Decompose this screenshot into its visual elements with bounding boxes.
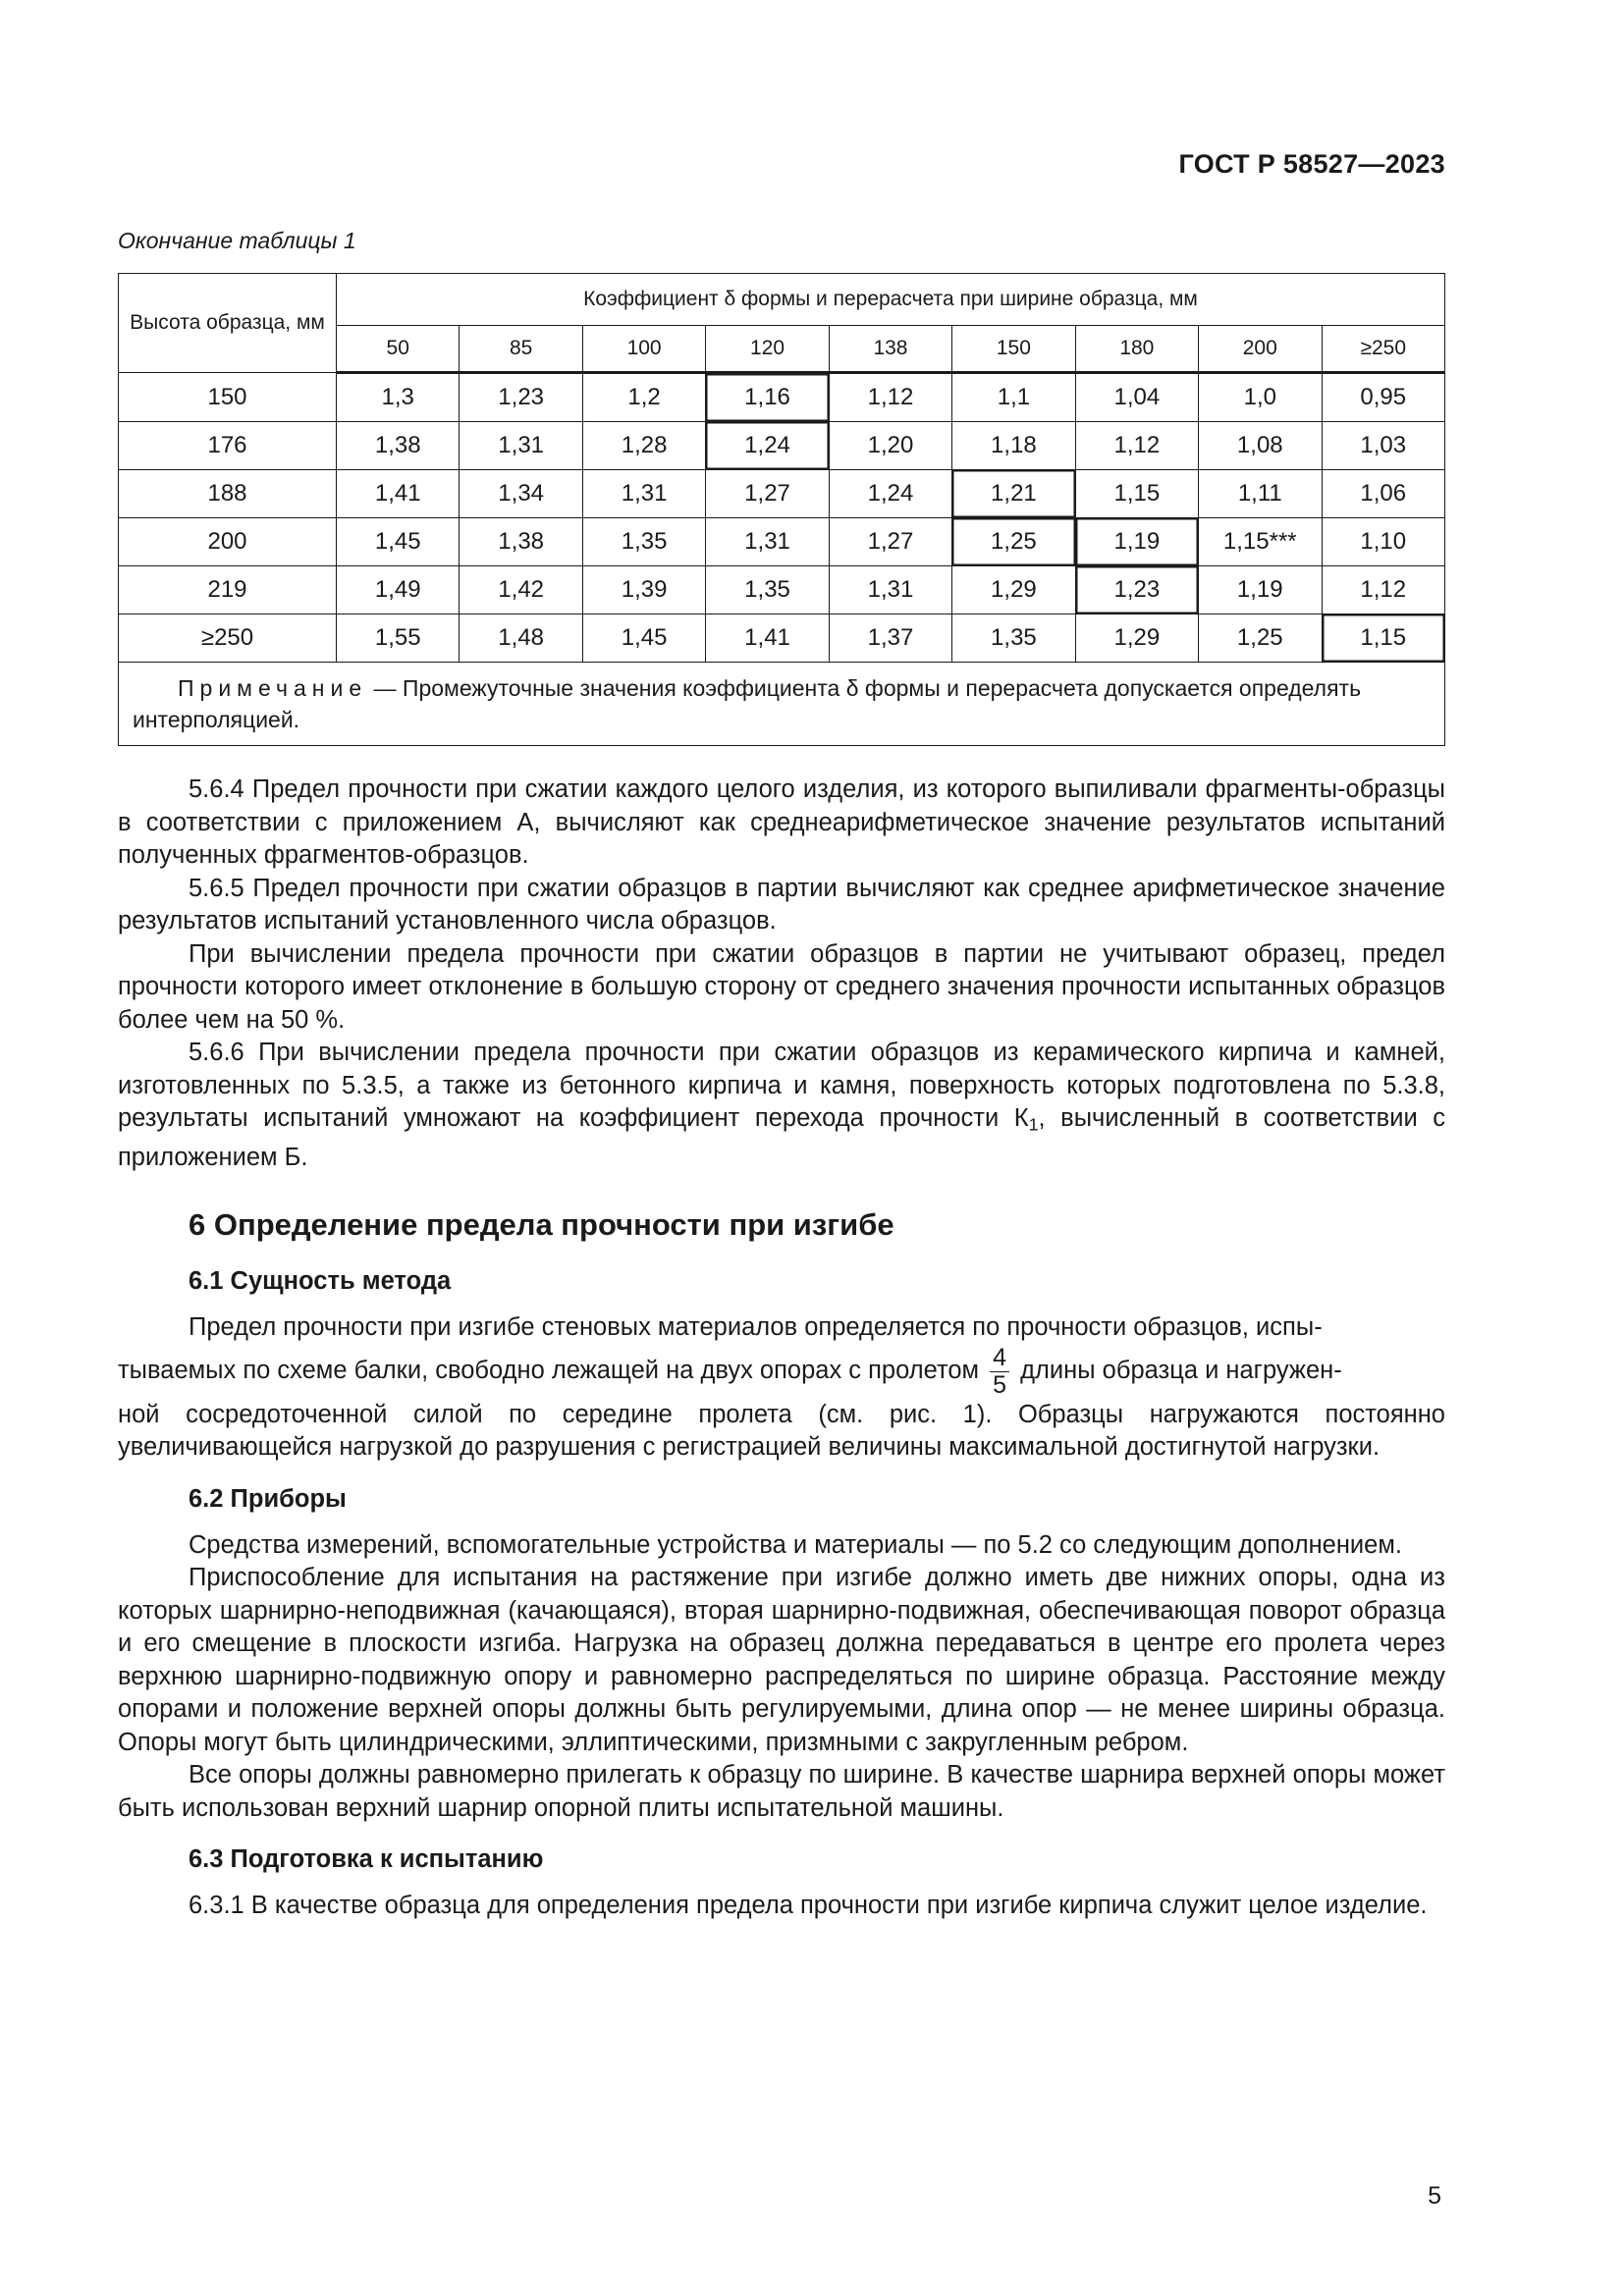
fraction-numerator: 4 xyxy=(990,1345,1009,1372)
value-cell: 1,38 xyxy=(460,518,582,566)
paragraph-6-2-2: Приспособление для испытания на растяжение при изгибе должно иметь две нижних опоры, одна из которых шарнирно-неподвижная (качающаяся), вторая шарнирно-подвижная, обеспечивающая поворот образца и его смещение в плоскости изгиба. Нагрузка на образец должна передаваться в центре его пролета через верхнюю шарнирно-подвижную опору и равномерно распределяться по ширине образца. Расстояние между опорами и положение верхней опоры должны быть регулируемыми, длина опор — не менее ширины образца. Опоры могут быть цилиндрическими, эллиптическими, призмными с закругленным ребром. xyxy=(118,1564,1445,1756)
table-row xyxy=(119,566,1445,614)
table-row xyxy=(119,614,1445,663)
paragraph-6-2-1: Средства измерений, вспомогательные устройства и материалы — по 5.2 со следующим дополнением. xyxy=(189,1530,1402,1559)
note-text: — Промежуточные значения коэффициента δ формы и перерасчета допускается определять интерполяцией. xyxy=(133,675,1362,732)
fraction-denominator: 5 xyxy=(993,1370,1007,1399)
paragraph-6-1-line2-end: длины образца и нагружен- xyxy=(1020,1357,1342,1385)
table-row xyxy=(119,518,1445,566)
value-cell: 1,27 xyxy=(706,470,829,518)
column-header: 138 xyxy=(829,326,951,373)
fraction xyxy=(990,1345,1009,1399)
value-cell: 1,12 xyxy=(829,373,951,422)
paragraph-5-6-6-text: 5.6.6 При вычислении предела прочности при сжатии образцов из керамического кирпича и камней, изготовленных по 5.3.5, а также из бетонного кирпича и камня, поверхность которых подготовлена по 5.3.8, результаты испытаний умножают на коэффициент перехода прочности К xyxy=(118,1039,1445,1132)
value-cell: 1,24 xyxy=(706,422,829,470)
height-cell: 150 xyxy=(119,373,337,422)
value-cell: 1,25 xyxy=(952,518,1075,566)
value-cell: 1,06 xyxy=(1322,470,1445,518)
value-cell: 1,19 xyxy=(1199,566,1322,614)
paragraph-5-6-5: 5.6.5 Предел прочности при сжатии образцов в партии вычисляют как среднее арифметическое значение результатов испытаний установленного числа образцов. xyxy=(118,874,1445,934)
page-number: 5 xyxy=(1428,2182,1441,2210)
paragraph-5-6-5-b: При вычислении предела прочности при сжатии образцов в партии не учитывают образец, предел прочности которого имеет отклонение в большую сторону от среднего значения прочности испытанных образцов более чем на 50 %. xyxy=(118,939,1445,1034)
value-cell: 1,12 xyxy=(1322,566,1445,614)
subscript-index: 1 xyxy=(1028,1114,1039,1135)
value-cell: 1,35 xyxy=(582,518,705,566)
value-cell: 1,45 xyxy=(337,518,460,566)
value-cell: 1,15 xyxy=(1322,614,1445,663)
paragraph-5-6-6 xyxy=(118,1037,1445,1174)
value-cell: 1,19 xyxy=(1075,518,1198,566)
column-header: 100 xyxy=(582,326,705,373)
height-cell: ≥250 xyxy=(119,614,337,663)
paragraph-6-3-1: 6.3.1 В качестве образца для определения предела прочности при изгибе кирпича служит целое изделие. xyxy=(189,1892,1428,1920)
value-cell: 1,48 xyxy=(460,614,582,663)
value-cell: 1,29 xyxy=(952,566,1075,614)
value-cell: 1,31 xyxy=(460,422,582,470)
column-header: 180 xyxy=(1075,326,1198,373)
height-cell: 188 xyxy=(119,470,337,518)
column-header: 50 xyxy=(337,326,460,373)
section-6-title: 6 Определение предела прочности при изгибе xyxy=(189,1207,894,1243)
paragraph-5-6-6-tail: , вычисленный в соответствии с приложением Б. xyxy=(118,1104,1445,1171)
value-cell: 1,27 xyxy=(829,518,951,566)
value-cell: 1,10 xyxy=(1322,518,1445,566)
value-cell: 1,11 xyxy=(1199,470,1322,518)
paragraph-6-1-line2 xyxy=(118,1345,1445,1399)
column-group-header: Коэффициент δ формы и перерасчета при ширине образца, мм xyxy=(337,274,1445,326)
value-cell: 0,95 xyxy=(1322,373,1445,422)
value-cell: 1,15*** xyxy=(1199,518,1322,566)
value-cell: 1,29 xyxy=(1075,614,1198,663)
value-cell: 1,28 xyxy=(582,422,705,470)
value-cell: 1,31 xyxy=(829,566,951,614)
value-cell: 1,34 xyxy=(460,470,582,518)
paragraph-6-1-rest: ной сосредоточенной силой по середине пролета (см. рис. 1). Образцы нагружаются постоянно увеличивающейся нагрузкой до разрушения с регистрацией величины максимальной достигнутой нагрузки. xyxy=(118,1400,1445,1462)
value-cell: 1,24 xyxy=(829,470,951,518)
value-cell: 1,3 xyxy=(337,373,460,422)
value-cell: 1,21 xyxy=(952,470,1075,518)
column-header: ≥250 xyxy=(1322,326,1445,373)
note-label: Примечание xyxy=(178,675,368,701)
value-cell: 1,23 xyxy=(1075,566,1198,614)
table-caption: Окончание таблицы 1 xyxy=(118,228,356,253)
column-header: 150 xyxy=(952,326,1075,373)
body-text xyxy=(118,774,1445,1923)
value-cell: 1,20 xyxy=(829,422,951,470)
document-code: ГОСТ Р 58527—2023 xyxy=(1178,149,1445,179)
value-cell: 1,49 xyxy=(337,566,460,614)
value-cell: 1,23 xyxy=(460,373,582,422)
value-cell: 1,31 xyxy=(706,518,829,566)
paragraph-6-1-line1: Предел прочности при изгибе стеновых материалов определяется по прочности образцов, испы- xyxy=(189,1313,1323,1342)
value-cell: 1,15 xyxy=(1075,470,1198,518)
coefficient-table xyxy=(118,273,1445,746)
table-row xyxy=(119,373,1445,422)
value-cell: 1,18 xyxy=(952,422,1075,470)
value-cell: 1,04 xyxy=(1075,373,1198,422)
table-row xyxy=(119,470,1445,518)
height-cell: 200 xyxy=(119,518,337,566)
value-cell: 1,31 xyxy=(582,470,705,518)
paragraph-6-2-3: Все опоры должны равномерно прилегать к образцу по ширине. В качестве шарнира верхней опоры может быть использован верхний шарнир опорной плиты испытательной машины. xyxy=(118,1761,1445,1822)
value-cell: 1,41 xyxy=(337,470,460,518)
value-cell: 1,0 xyxy=(1199,373,1322,422)
value-cell: 1,1 xyxy=(952,373,1075,422)
section-6-2-title: 6.2 Приборы xyxy=(189,1484,347,1513)
value-cell: 1,55 xyxy=(337,614,460,663)
value-cell: 1,42 xyxy=(460,566,582,614)
value-cell: 1,45 xyxy=(582,614,705,663)
table-body xyxy=(119,373,1445,746)
paragraph-6-1-line2-start: тываемых по схеме балки, свободно лежащей на двух опорах с пролетом xyxy=(118,1357,980,1385)
section-6-1-title: 6.1 Сущность метода xyxy=(189,1267,452,1296)
table-row xyxy=(119,422,1445,470)
section-6-3-title: 6.3 Подготовка к испытанию xyxy=(189,1845,544,1874)
value-cell: 1,16 xyxy=(706,373,829,422)
value-cell: 1,08 xyxy=(1199,422,1322,470)
column-header: 120 xyxy=(706,326,829,373)
row-header: Высота образца, мм xyxy=(119,274,337,373)
paragraph-5-6-4: 5.6.4 Предел прочности при сжатии каждого целого изделия, из которого выпиливали фрагменты-образцы в соответствии с приложением А, вычисляют как среднеарифметическое значение результатов испытаний полученных фрагментов-образцов. xyxy=(118,775,1445,869)
table-note xyxy=(119,663,1445,746)
column-header: 85 xyxy=(460,326,582,373)
value-cell: 1,35 xyxy=(952,614,1075,663)
height-cell: 176 xyxy=(119,422,337,470)
value-cell: 1,12 xyxy=(1075,422,1198,470)
value-cell: 1,41 xyxy=(706,614,829,663)
value-cell: 1,39 xyxy=(582,566,705,614)
value-cell: 1,35 xyxy=(706,566,829,614)
value-cell: 1,38 xyxy=(337,422,460,470)
value-cell: 1,2 xyxy=(582,373,705,422)
value-cell: 1,03 xyxy=(1322,422,1445,470)
value-cell: 1,37 xyxy=(829,614,951,663)
value-cell: 1,25 xyxy=(1199,614,1322,663)
column-header: 200 xyxy=(1199,326,1322,373)
height-cell: 219 xyxy=(119,566,337,614)
